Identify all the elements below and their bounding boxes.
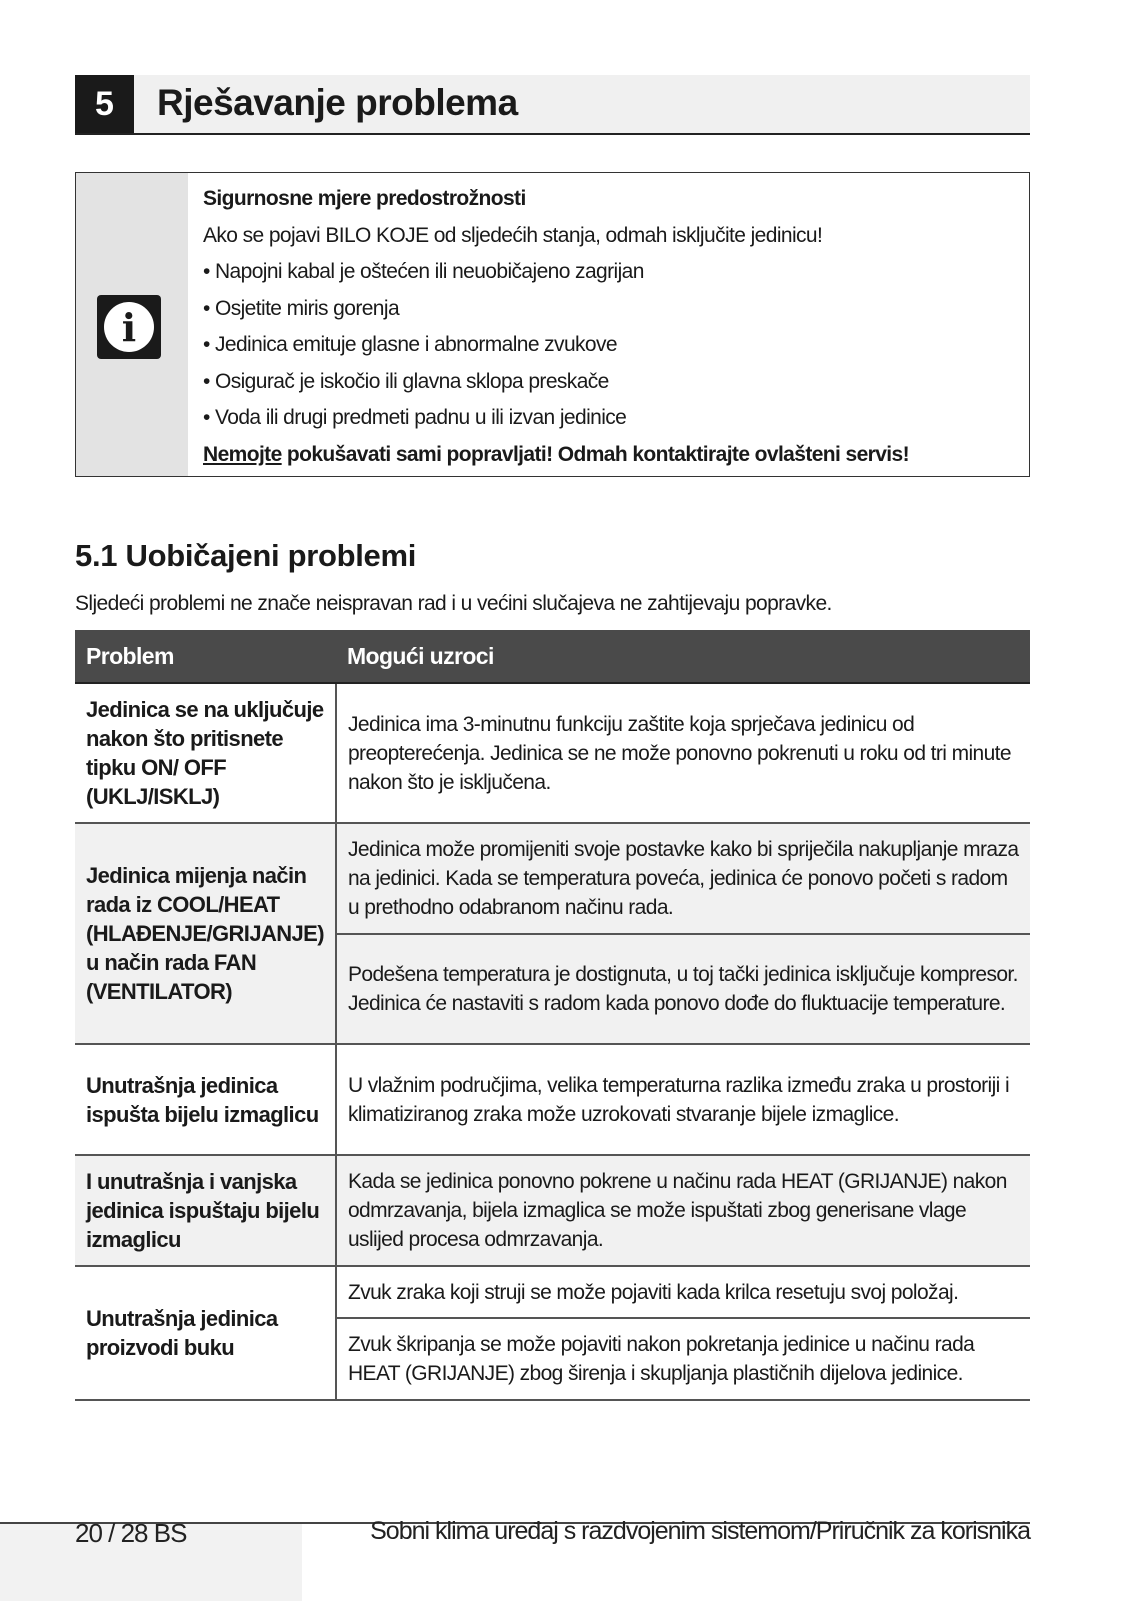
problems-table [75,630,1030,1401]
safety-warning: Nemojte pokušavati sami popravljati! Odmah kontaktirajte ovlašteni servis! [203,442,910,466]
table-row: Podešena temperatura je dostignuta, u toj tački jedinica isključuje kompresor. Jedinica će nastaviti s radom kada ponovo dođe do fluktuacije temperature. [75,934,1030,1044]
safety-item: • Voda ili drugi predmeti padnu u ili izvan jedinice [203,406,627,429]
safety-item: • Napojni kabal je oštećen ili neuobičajeno zagrijan [203,260,644,283]
info-icon: i [97,295,161,359]
subsection-intro: Sljedeći problemi ne znače neispravan rad i u većini slučajeva ne zahtijevaju popravke. [75,592,832,615]
subsection-title: 5.1 Uobičajeni problemi [75,538,417,573]
table-row: Jedinica mijenja način rada iz COOL/HEAT (HLAĐENJE/GRIJANJE) u način rada FAN (VENTILATOR) Jedinica može promijeniti svoje postavke kako bi spriječila nakupljanje mraza na jedinici. Kada se temperatura poveća, jedinica će ponovo početi s radom u prethodno odabranom načinu rada. [75,823,1030,934]
safety-item: • Osigurač je iskočio ili glavna sklopa preskače [203,369,609,393]
section-number: 5 [75,75,134,133]
safety-item: • Osjetite miris gorenja [203,296,400,320]
table-row: Unutrašnja jedinica ispušta bijelu izmaglicu U vlažnim područjima, velika temperaturna razlika između zraka u prostoriji i klimatiziranog zraka može uzrokovati stvaranje bijele izmaglice. [75,1044,1030,1155]
table-row: Zvuk škripanja se može pojaviti nakon pokretanja jedinice u načinu rada HEAT (GRIJANJE) zbog širenja i skupljanja plastičnih dijelova jedinice. [75,1318,1030,1400]
safety-item: • Jedinica emituje glasne i abnormalne zvukove [203,333,617,356]
section-title: Rješavanje problema [157,82,518,123]
table-row: Jedinica se na uključuje nakon što pritisnete tipku ON/ OFF (UKLJ/ISKLJ) Jedinica ima 3-minutnu funkciju zaštite koja sprječava jedinicu od preopterećenja. Jedinica se ne može ponovno pokrenuti u roku od tri minute nakon što je isključena. [75,683,1030,823]
table-row: Unutrašnja jedinica proizvodi buku Zvuk zraka koji struji se može pojaviti kada krilca resetuju svoj položaj. [75,1266,1030,1318]
section-header [75,75,1030,135]
table-row: I unutrašnja i vanjska jedinica ispuštaju bijelu izmaglicu Kada se jedinica ponovno pokrene u načinu rada HEAT (GRIJANJE) nakon odmrzavanja, bijela izmaglica se može ispuštati zbog generisane vlage uslijed procesa odmrzavanja. [75,1155,1030,1266]
safety-intro: Ako se pojavi BILO KOJE od sljedećih stanja, odmah isključite jedinicu! [203,223,823,247]
safety-box [75,172,1030,477]
page-number: 20 / 28 BS [75,1518,187,1548]
safety-title: Sigurnosne mjere predostrožnosti [203,187,526,210]
footer-title: Sobni klima uređaj s razdvojenim sistemom/Priručnik za korisnika [370,1517,1030,1545]
table-header: Problem Mogući uzroci [75,630,1030,683]
